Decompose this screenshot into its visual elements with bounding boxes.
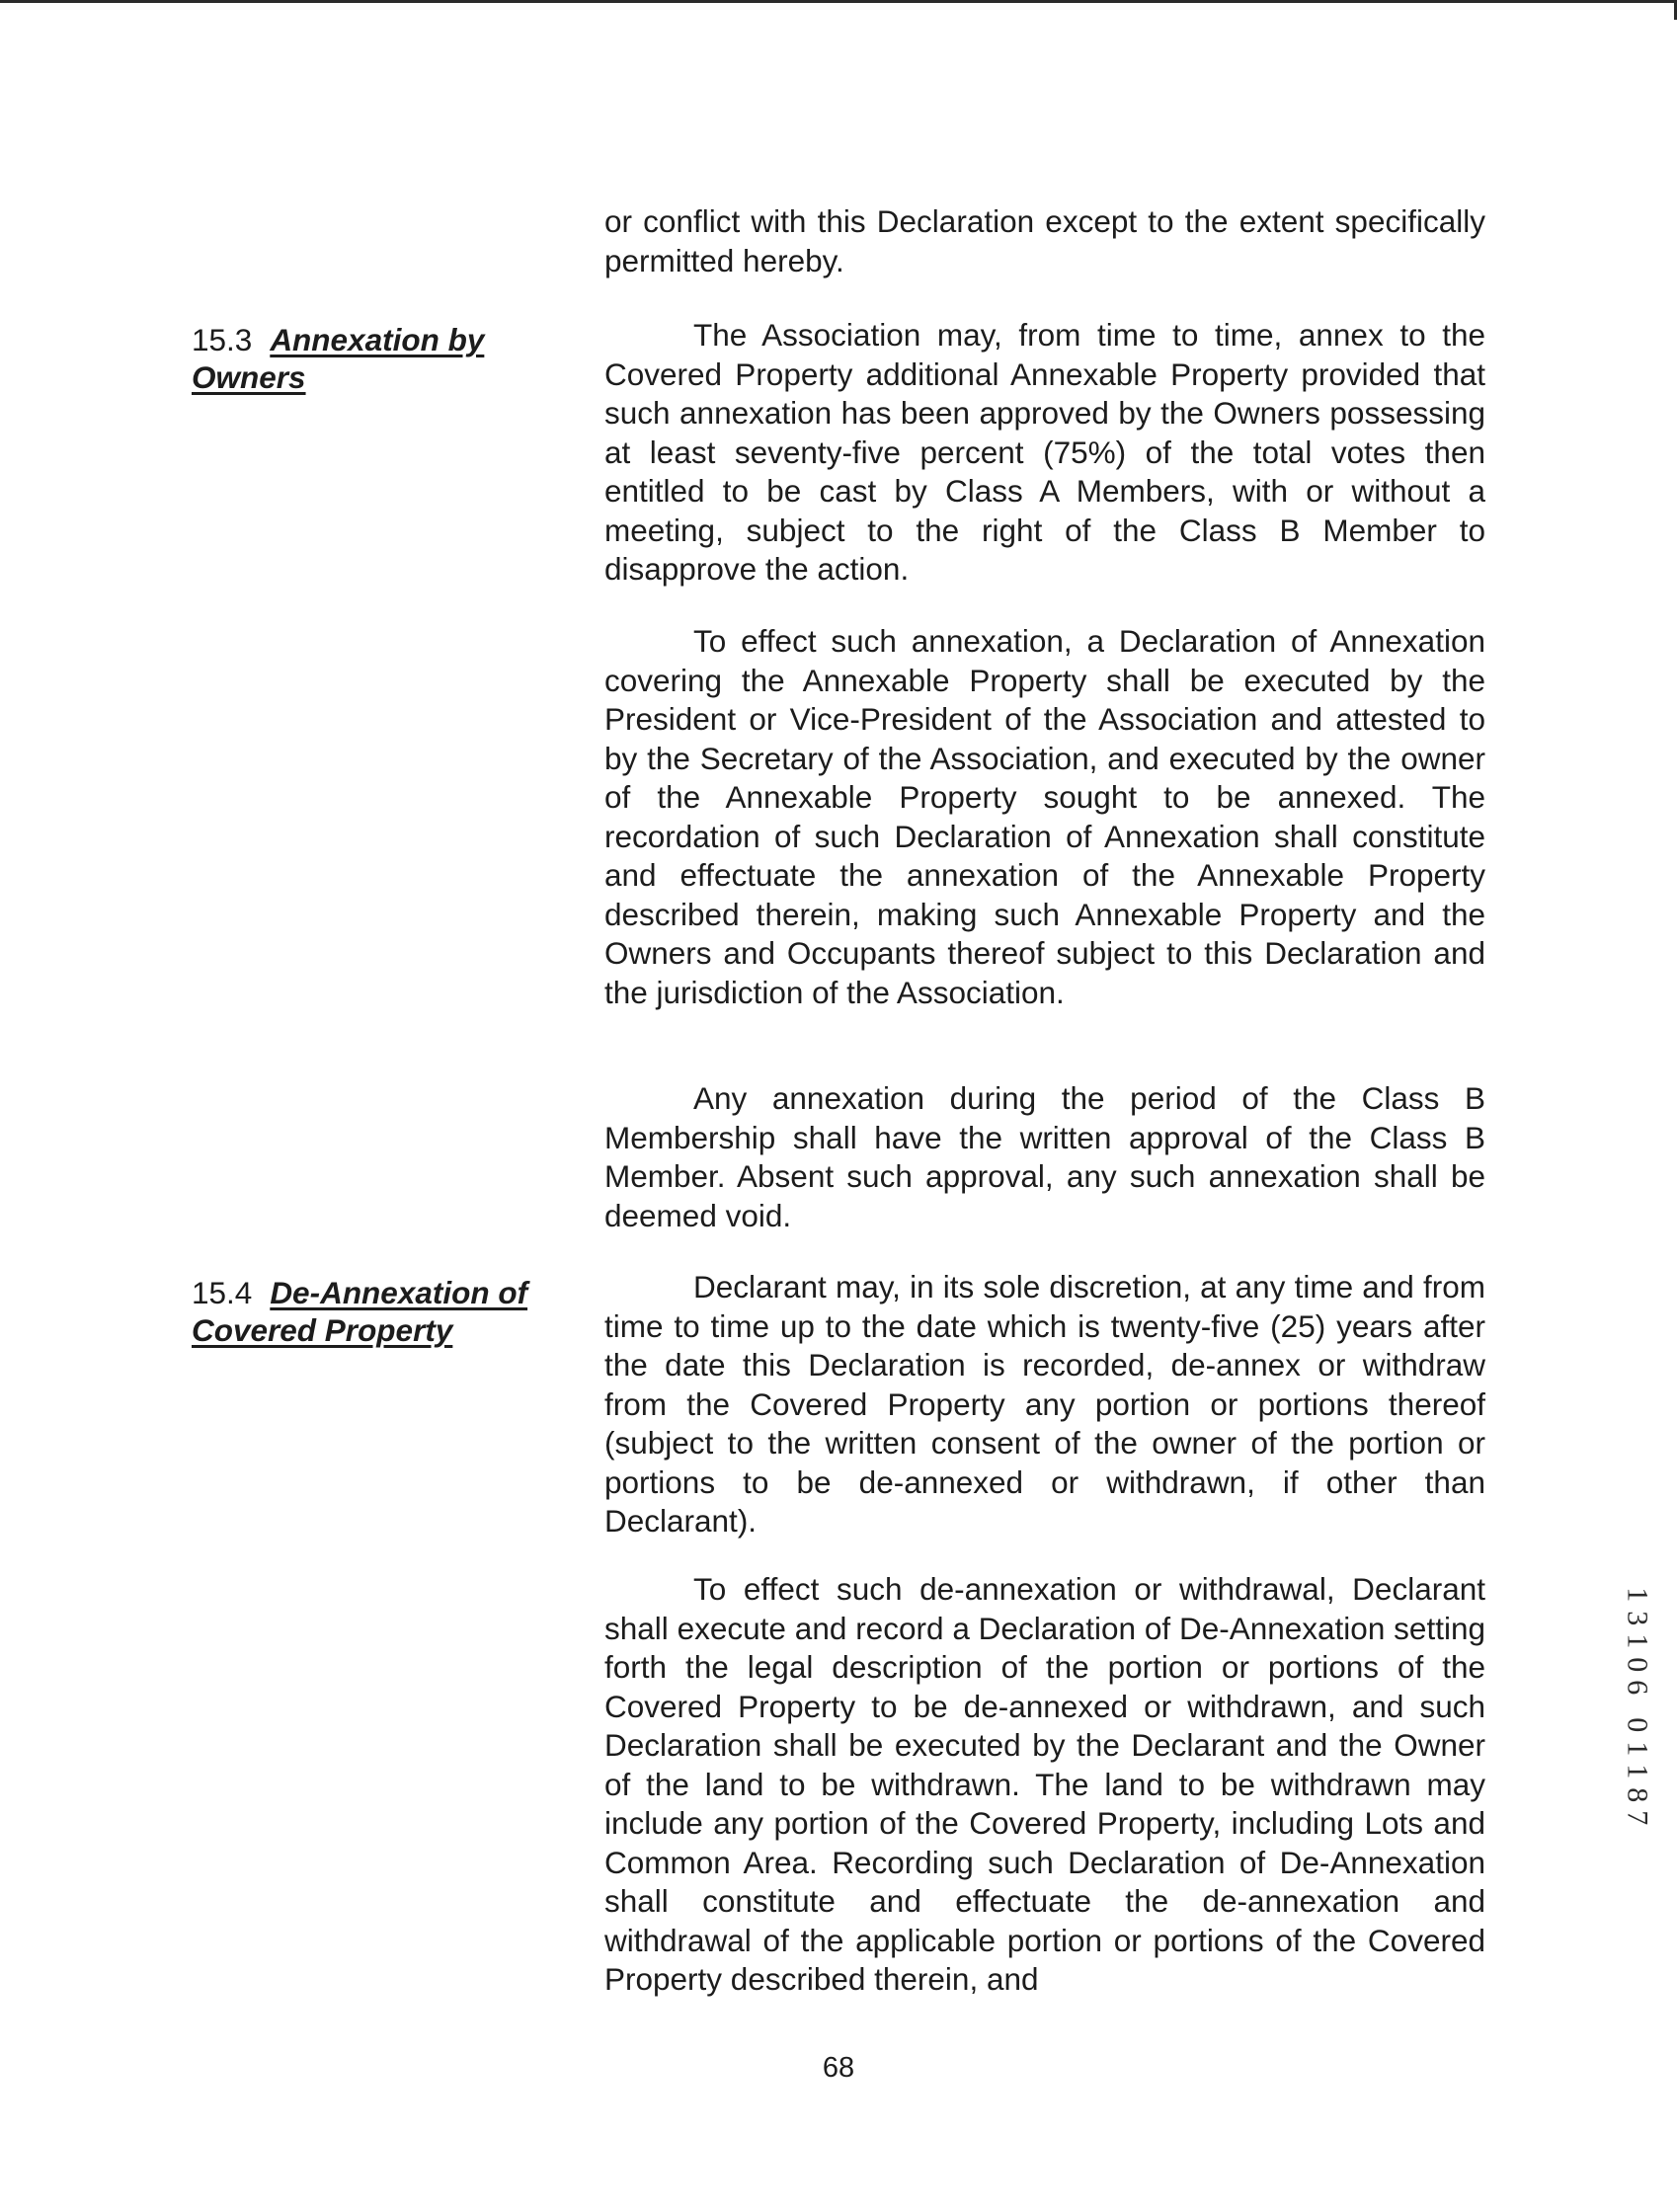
paragraph: Declarant may, in its sole discretion, at any time and from time to time up to the date which is twenty-five (25) years after the date this Declaration is recorded, de-annex or withdraw from the Covered Property any portion or portions thereof (subject to the written consent of the owner of the portion or portions to be de-annexed or withdrawn, if other than Declarant). [604, 1269, 1485, 1539]
intro-block [604, 202, 1485, 280]
recording-stamp [1617, 1583, 1656, 1830]
section-15-4-heading [192, 1274, 587, 1349]
section-title: De-Annexation of [270, 1275, 528, 1310]
stamp-digit: 1 [1620, 1587, 1653, 1603]
intro-paragraph: or conflict with this Declaration except to the extent specifically permitted hereby. [604, 203, 1485, 278]
stamp-digit: 1 [1620, 1764, 1653, 1779]
stamp-digit: 6 [1620, 1680, 1653, 1696]
section-15-3-p3 [604, 1079, 1485, 1235]
stamp-digit: 0 [1620, 1717, 1653, 1733]
section-number: 15.3 [192, 322, 253, 357]
scan-top-edge [0, 0, 1677, 3]
section-15-3-heading [192, 321, 587, 396]
stamp-digit: 1 [1620, 1740, 1653, 1756]
section-title-cont: Owners [192, 359, 306, 395]
stamp-digit: 0 [1620, 1657, 1653, 1673]
section-15-4-p2 [604, 1570, 1485, 2000]
section-15-3-p1 [604, 316, 1485, 590]
section-15-4-p1 [604, 1268, 1485, 1541]
stamp-digit: 8 [1620, 1787, 1653, 1803]
paragraph: To effect such annexation, a Declaration of Annexation covering the Annexable Property shall be executed by the President or Vice-President of the Association and attested to by the Secretary of the Association, and executed by the owner of the Annexable Property sought to be annexed. The recordation of such Declaration of Annexation shall constitute and effectuate the annexation of the Annexable Property described therein, making such Annexable Property and the Owners and Occupants thereof subject to this Declaration and the jurisdiction of the Association. [604, 623, 1485, 1010]
section-title: Annexation by [270, 322, 485, 357]
page-number: 68 [822, 2052, 855, 2084]
paragraph: To effect such de-annexation or withdrawal, Declarant shall execute and record a Declaration of De-Annexation setting forth the legal description of the portion or portions of the Covered Property to be de-annexed or withdrawn, and such Declaration shall be executed by the Declarant and the Owner of the land to be withdrawn. The land to be withdrawn may include any portion of the Covered Property, including Lots and Common Area. Recording such Declaration of De-Annexation shall constitute and effectuate the de-annexation and withdrawal of the applicable portion or portions of the Covered Property described therein, and [604, 1571, 1485, 1997]
section-number: 15.4 [192, 1275, 253, 1310]
section-15-3-p2 [604, 622, 1485, 1012]
stamp-digit: 3 [1620, 1610, 1653, 1625]
paragraph: Any annexation during the period of the Class B Membership shall have the written approval of the Class B Member. Absent such approval, any such annexation shall be deemed void. [604, 1080, 1485, 1233]
stamp-digit: 7 [1620, 1810, 1653, 1826]
stamp-digit: 1 [1620, 1633, 1653, 1649]
paragraph: The Association may, from time to time, annex to the Covered Property additional Annexable Property provided that such annexation has been approved by the Owners possessing at least seventy-five percent (75%) of the total votes then entitled to be cast by Class A Members, with or without a meeting, subject to the right of the Class B Member to disapprove the action. [604, 317, 1485, 587]
section-title-cont: Covered Property [192, 1312, 453, 1348]
